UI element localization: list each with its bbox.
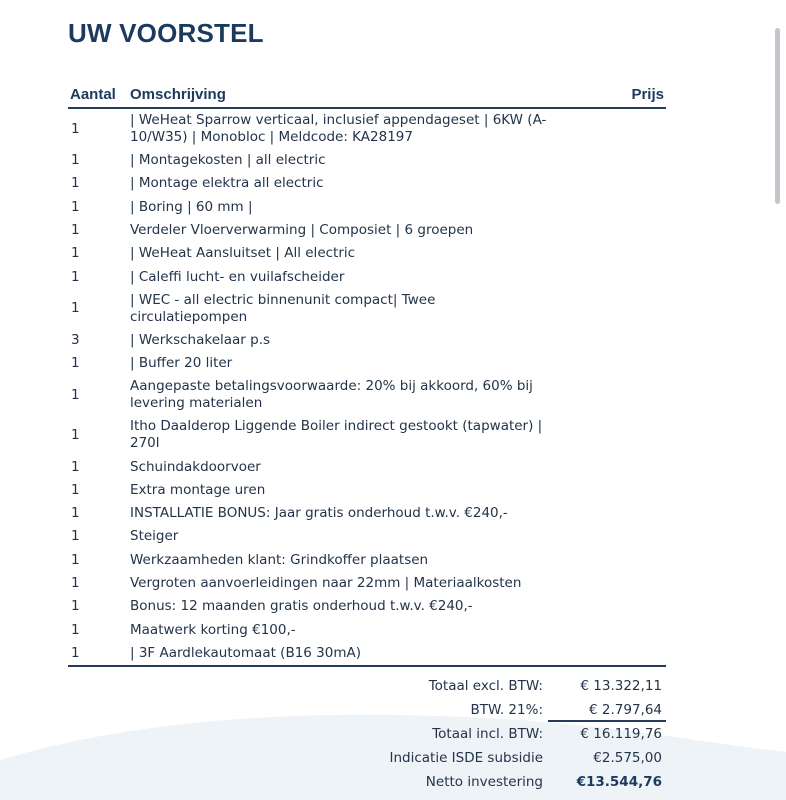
row-quantity: 1 bbox=[71, 300, 80, 317]
row-description: Schuindakdoorvoer bbox=[130, 458, 261, 475]
vertical-scrollbar[interactable] bbox=[775, 28, 780, 204]
vat-value: € 2.797,64 bbox=[589, 702, 662, 718]
row-quantity: 1 bbox=[71, 598, 80, 615]
row-quantity: 1 bbox=[71, 222, 80, 239]
row-description: Werkzaamheden klant: Grindkoffer plaatsen bbox=[130, 551, 429, 568]
table-row bbox=[68, 415, 666, 455]
table-header bbox=[68, 85, 666, 109]
row-description: Aangepaste betalingsvoorwaarde: 20% bij akkoord, 60% bij levering materialen bbox=[130, 378, 533, 412]
table-row bbox=[68, 502, 666, 525]
table-row bbox=[68, 289, 666, 329]
net-investment-value: €13.544,76 bbox=[576, 774, 662, 790]
row-quantity: 1 bbox=[71, 575, 80, 591]
header-description: Omschrijving bbox=[130, 86, 226, 103]
row-quantity: 1 bbox=[71, 198, 80, 215]
row-quantity: 1 bbox=[71, 458, 80, 475]
net-investment-label: Netto investering bbox=[425, 774, 543, 790]
row-description: Bonus: 12 maanden gratis onderhoud t.w.v. €240,- bbox=[130, 598, 473, 615]
row-quantity: 3 bbox=[71, 331, 80, 348]
total-excl-vat-label: Totaal excl. BTW: bbox=[428, 678, 543, 694]
row-description: | Buffer 20 liter bbox=[130, 355, 233, 372]
total-excl-vat-value: € 13.322,11 bbox=[580, 678, 662, 694]
row-quantity: 1 bbox=[71, 268, 80, 285]
table-row bbox=[68, 196, 666, 219]
header-quantity: Aantal bbox=[70, 86, 116, 103]
row-quantity: 1 bbox=[71, 426, 80, 443]
table-row bbox=[68, 149, 666, 172]
table-row bbox=[68, 549, 666, 572]
table-row bbox=[68, 352, 666, 375]
table-row bbox=[68, 642, 666, 665]
table-row bbox=[68, 265, 666, 288]
row-description: | Caleffi lucht- en vuilafscheider bbox=[130, 268, 345, 285]
row-quantity: 1 bbox=[71, 386, 80, 403]
row-description: | WeHeat Sparrow verticaal, inclusief appendageset | 6KW (A-10/W35) | Monobloc | Meldcode: KA28197 bbox=[130, 112, 547, 145]
row-description: INSTALLATIE BONUS: Jaar gratis onderhoud t.w.v. €240,- bbox=[130, 505, 508, 522]
row-description: Maatwerk korting €100,- bbox=[130, 621, 296, 638]
row-description: | WEC - all electric binnenunit compact| Twee circulatiepompen bbox=[130, 291, 436, 325]
isde-subsidy-label: Indicatie ISDE subsidie bbox=[389, 750, 543, 766]
row-description: Extra montage uren bbox=[130, 481, 266, 498]
row-quantity: 1 bbox=[71, 621, 80, 638]
row-description: Verdeler Vloerverwarming | Composiet | 6 groepen bbox=[130, 222, 474, 239]
row-description: Vergroten aanvoerleidingen naar 22mm | Materiaalkosten bbox=[130, 575, 522, 591]
row-description: | WeHeat Aansluitset | All electric bbox=[130, 245, 356, 262]
row-quantity: 1 bbox=[71, 120, 80, 137]
row-quantity: 1 bbox=[71, 152, 80, 169]
row-quantity: 1 bbox=[71, 355, 80, 372]
table-row bbox=[68, 329, 666, 352]
row-description: | Boring | 60 mm | bbox=[130, 198, 253, 215]
net-investment-row bbox=[68, 770, 666, 794]
table-row bbox=[68, 479, 666, 502]
header-price: Prijs bbox=[631, 86, 664, 103]
row-quantity: 1 bbox=[71, 528, 80, 545]
isde-subsidy-value: €2.575,00 bbox=[593, 750, 662, 766]
isde-subsidy-row bbox=[68, 746, 666, 770]
table-row bbox=[68, 618, 666, 641]
table-row bbox=[68, 219, 666, 242]
table-row bbox=[68, 572, 666, 595]
row-description: | 3F Aardlekautomaat (B16 30mA) bbox=[130, 644, 362, 661]
table-row bbox=[68, 595, 666, 618]
table-bottom-rule bbox=[68, 665, 666, 667]
table-row bbox=[68, 525, 666, 548]
row-description: | Werkschakelaar p.s bbox=[130, 331, 271, 348]
vat-label: BTW. 21%: bbox=[470, 702, 543, 718]
totals-summary bbox=[68, 674, 666, 794]
row-description: Steiger bbox=[130, 528, 179, 545]
row-quantity: 1 bbox=[71, 245, 80, 262]
table-row bbox=[68, 172, 666, 195]
row-description: | Montage elektra all electric bbox=[130, 175, 324, 192]
row-quantity: 1 bbox=[71, 551, 80, 568]
row-description: | Montagekosten | all electric bbox=[130, 152, 326, 169]
total-incl-vat-value: € 16.119,76 bbox=[580, 726, 662, 742]
table-row bbox=[68, 455, 666, 478]
row-description: Itho Daalderop Liggende Boiler indirect gestookt (tapwater) | 270l bbox=[130, 418, 543, 452]
total-excl-vat-row bbox=[68, 674, 666, 698]
quote-table bbox=[68, 85, 666, 667]
table-row bbox=[68, 109, 666, 149]
row-quantity: 1 bbox=[71, 175, 80, 192]
page-title: UW VOORSTEL bbox=[68, 18, 264, 48]
table-row bbox=[68, 242, 666, 265]
vat-row bbox=[68, 698, 666, 722]
total-incl-vat-row bbox=[68, 722, 666, 746]
table-row bbox=[68, 375, 666, 415]
row-quantity: 1 bbox=[71, 644, 80, 661]
row-quantity: 1 bbox=[71, 505, 80, 522]
row-quantity: 1 bbox=[71, 481, 80, 498]
total-incl-vat-label: Totaal incl. BTW: bbox=[432, 726, 543, 742]
